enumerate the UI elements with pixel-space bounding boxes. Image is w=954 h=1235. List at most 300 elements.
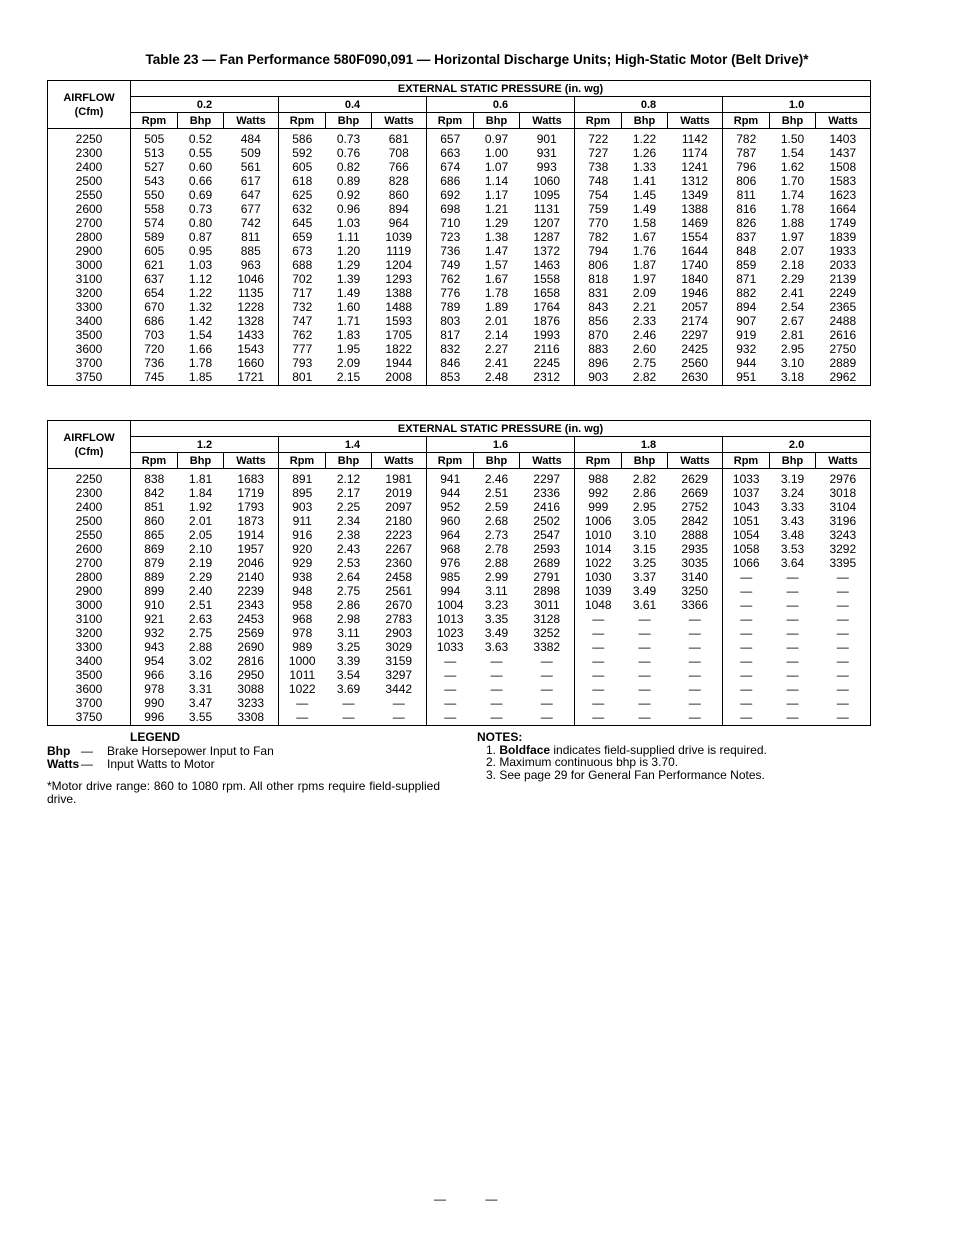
watts-cell: 2783 <box>385 612 413 626</box>
bhp-cell: 2.86 <box>632 486 657 500</box>
rpm-cell: 513 <box>131 146 178 160</box>
watts-cell: 1372 <box>533 244 561 258</box>
bhp-cell: 1.84 <box>188 486 213 500</box>
watts-cell: 2560 <box>681 356 709 370</box>
rpm-cell: 754 <box>575 188 622 202</box>
rpm-cell: — <box>427 668 474 682</box>
watts-cell: 2889 <box>829 356 857 370</box>
rpm-cell: 837 <box>723 230 770 244</box>
bhp-cell: 1.70 <box>780 174 805 188</box>
watts-cell: 2842 <box>681 514 709 528</box>
rpm-cell: 978 <box>131 682 178 696</box>
bhp-cell: 1.11 <box>337 230 360 244</box>
watts-cell: 1664 <box>829 202 857 216</box>
watts-cell: 3196 <box>829 514 857 528</box>
column-header-rpm: Rpm <box>427 113 474 129</box>
watts-cell: 1046 <box>237 272 265 286</box>
watts-cell: 681 <box>388 132 409 146</box>
watts-cell: 2898 <box>533 584 561 598</box>
rpm-cell: 948 <box>279 584 326 598</box>
bhp-cell: 2.95 <box>780 342 805 356</box>
rpm-cell: — <box>575 682 622 696</box>
watts-cell: 3128 <box>533 612 561 626</box>
bhp-cell: 2.53 <box>336 556 361 570</box>
rpm-cell: 703 <box>131 328 178 342</box>
watts-cell: 2561 <box>385 584 413 598</box>
rpm-cell: — <box>279 696 326 710</box>
watts-cell: 2174 <box>681 314 709 328</box>
bhp-cell: 1.67 <box>632 230 657 244</box>
rpm-cell: 793 <box>279 356 326 370</box>
airflow-cell: 3400 <box>75 314 103 328</box>
watts-cell: 931 <box>536 146 557 160</box>
rpm-cell: 843 <box>575 300 622 314</box>
column-header-bhp: Bhp <box>326 453 372 469</box>
fan-performance-table-high <box>47 420 871 726</box>
bhp-cell: — <box>342 710 355 724</box>
rpm-cell: 789 <box>427 300 474 314</box>
bhp-cell: 1.66 <box>188 342 213 356</box>
rpm-cell: 759 <box>575 202 622 216</box>
rpm-cell: — <box>427 654 474 668</box>
airflow-cell: 3200 <box>75 286 103 300</box>
legend <box>47 731 447 807</box>
rpm-cell: — <box>723 682 770 696</box>
watts-cell: 1764 <box>533 300 561 314</box>
column-header-bhp: Bhp <box>770 453 816 469</box>
bhp-cell: 2.12 <box>336 472 361 486</box>
bhp-cell: 1.78 <box>780 202 805 216</box>
watts-cell: 1312 <box>681 174 709 188</box>
watts-cell: 963 <box>240 258 261 272</box>
bhp-cell: 1.60 <box>336 300 361 314</box>
rpm-cell: 994 <box>427 584 474 598</box>
watts-cell: 2297 <box>681 328 709 342</box>
bhp-cell: — <box>786 682 799 696</box>
rpm-cell: 941 <box>427 469 474 487</box>
watts-cell: 1705 <box>385 328 413 342</box>
table-row <box>48 314 871 328</box>
bhp-cell: — <box>342 696 355 710</box>
table-row <box>48 682 871 696</box>
watts-cell: 1388 <box>681 202 709 216</box>
table-row <box>48 356 871 370</box>
watts-cell: — <box>688 696 701 710</box>
rpm-cell: — <box>427 682 474 696</box>
rpm-cell: 860 <box>131 514 178 528</box>
rpm-cell: 889 <box>131 570 178 584</box>
rpm-cell: 932 <box>131 626 178 640</box>
bhp-cell: 1.97 <box>632 272 657 286</box>
watts-cell: 2343 <box>237 598 265 612</box>
rpm-cell: 910 <box>131 598 178 612</box>
bhp-cell: 2.98 <box>336 612 361 626</box>
table-row <box>48 556 871 570</box>
watts-cell: 1039 <box>385 230 413 244</box>
rpm-cell: 663 <box>427 146 474 160</box>
pressure-header: 0.2 <box>131 97 279 113</box>
fan-performance-table-low <box>47 80 871 386</box>
bhp-cell: 1.76 <box>632 244 657 258</box>
bhp-cell: 1.38 <box>484 230 509 244</box>
watts-cell: — <box>540 668 553 682</box>
watts-cell: — <box>540 654 553 668</box>
pressure-header: 1.4 <box>279 437 427 453</box>
bhp-cell: 0.66 <box>188 174 213 188</box>
rpm-cell: 770 <box>575 216 622 230</box>
bhp-cell: 3.37 <box>632 570 657 584</box>
watts-cell: 1749 <box>829 216 857 230</box>
rpm-cell: 943 <box>131 640 178 654</box>
airflow-cell: 3000 <box>75 258 103 272</box>
bhp-cell: 1.62 <box>780 160 805 174</box>
watts-cell: 1957 <box>237 542 265 556</box>
rpm-cell: 919 <box>723 328 770 342</box>
rpm-cell: 670 <box>131 300 178 314</box>
motor-drive-footnote: *Motor drive range: 860 to 1080 rpm. All other rpms require field-supplied drive. <box>47 778 440 806</box>
bhp-cell: 1.03 <box>336 216 361 230</box>
watts-cell: 2365 <box>829 300 857 314</box>
bhp-cell: 3.10 <box>632 528 657 542</box>
watts-cell: 2046 <box>237 556 265 570</box>
rpm-cell: 659 <box>279 230 326 244</box>
watts-cell: 3011 <box>533 598 560 612</box>
rpm-cell: 1000 <box>279 654 326 668</box>
rpm-cell: — <box>575 696 622 710</box>
rpm-cell: 686 <box>427 174 474 188</box>
rpm-cell: 811 <box>723 188 770 202</box>
column-header-rpm: Rpm <box>427 453 474 469</box>
column-header-watts: Watts <box>668 453 723 469</box>
watts-cell: 1433 <box>237 328 265 342</box>
rpm-cell: 817 <box>427 328 474 342</box>
watts-cell: 3035 <box>681 556 709 570</box>
pressure-header: 1.8 <box>575 437 723 453</box>
table-row <box>48 696 871 710</box>
watts-cell: 766 <box>388 160 409 174</box>
bhp-cell: 2.43 <box>336 542 361 556</box>
airflow-cell: 2500 <box>75 174 103 188</box>
watts-cell: 2139 <box>829 272 857 286</box>
bhp-cell: 3.49 <box>632 584 657 598</box>
airflow-cell: 2250 <box>75 472 103 486</box>
bhp-cell: — <box>490 696 503 710</box>
rpm-cell: 543 <box>131 174 178 188</box>
airflow-cell: 3500 <box>75 668 103 682</box>
rpm-cell: 954 <box>131 654 178 668</box>
bhp-cell: 1.67 <box>484 272 509 286</box>
airflow-cell: 3700 <box>75 696 103 710</box>
rpm-cell: 1013 <box>427 612 474 626</box>
table-row <box>48 598 871 612</box>
column-header-rpm: Rpm <box>131 453 178 469</box>
table-row <box>48 244 871 258</box>
bhp-cell: 3.35 <box>484 612 509 626</box>
rpm-cell: — <box>575 654 622 668</box>
watts-cell: 742 <box>240 216 261 230</box>
watts-cell: 1554 <box>681 230 709 244</box>
column-header-bhp: Bhp <box>622 453 668 469</box>
legend-key: Bhp <box>47 743 71 758</box>
watts-cell: 2019 <box>385 486 413 500</box>
bhp-cell: 1.83 <box>336 328 361 342</box>
bhp-cell: 0.80 <box>188 216 213 230</box>
legend-key: Watts <box>47 757 80 771</box>
rpm-cell: 944 <box>723 356 770 370</box>
external-static-pressure-header: EXTERNAL STATIC PRESSURE (in. wg) <box>131 81 871 97</box>
bhp-cell: 1.49 <box>632 202 657 216</box>
rpm-cell: 654 <box>131 286 178 300</box>
rpm-cell: — <box>723 668 770 682</box>
bhp-cell: 2.41 <box>780 286 805 300</box>
airflow-cell: 2400 <box>75 160 103 174</box>
watts-cell: 993 <box>536 160 557 174</box>
watts-cell: 1719 <box>237 486 265 500</box>
rpm-cell: 870 <box>575 328 622 342</box>
bhp-cell: 2.82 <box>632 370 657 384</box>
watts-cell: 3297 <box>385 668 413 682</box>
bhp-cell: 1.50 <box>780 132 805 146</box>
watts-cell: — <box>836 612 849 626</box>
watts-cell: 1403 <box>829 132 857 146</box>
watts-cell: — <box>688 612 701 626</box>
watts-cell: 1623 <box>829 188 857 202</box>
legend-desc: Input Watts to Motor <box>107 757 215 771</box>
watts-cell: — <box>392 710 405 724</box>
pressure-header: 0.4 <box>279 97 427 113</box>
rpm-cell: 903 <box>279 500 326 514</box>
table-row <box>48 528 871 542</box>
bhp-cell: 2.29 <box>188 570 213 584</box>
rpm-cell: 1022 <box>279 682 326 696</box>
bhp-cell: — <box>638 640 651 654</box>
bhp-cell: 1.89 <box>484 300 509 314</box>
bhp-cell: 3.63 <box>484 640 509 654</box>
watts-cell: 2962 <box>829 370 857 384</box>
rpm-cell: 762 <box>279 328 326 342</box>
watts-cell: 964 <box>388 216 409 230</box>
bhp-cell: 3.23 <box>484 598 509 612</box>
pressure-header: 0.8 <box>575 97 723 113</box>
watts-cell: 2669 <box>681 486 709 500</box>
rpm-cell: 921 <box>131 612 178 626</box>
watts-cell: 2267 <box>385 542 413 556</box>
watts-cell: — <box>392 696 405 710</box>
airflow-cell: 2800 <box>75 570 103 584</box>
rpm-cell: 1039 <box>575 584 622 598</box>
watts-cell: 2950 <box>237 668 265 682</box>
column-header-rpm: Rpm <box>575 113 622 129</box>
airflow-cell: 2300 <box>75 486 103 500</box>
rpm-cell: 698 <box>427 202 474 216</box>
rpm-cell: 851 <box>131 500 178 514</box>
bhp-cell: 3.24 <box>780 486 805 500</box>
column-header-watts: Watts <box>372 453 427 469</box>
rpm-cell: — <box>427 710 474 726</box>
bhp-cell: 1.54 <box>188 328 213 342</box>
bhp-cell: 2.48 <box>484 370 509 384</box>
watts-cell: 617 <box>240 174 261 188</box>
bhp-cell: 1.29 <box>336 258 361 272</box>
note-text: See page 29 for General Fan Performance Notes. <box>499 767 765 782</box>
rpm-cell: 999 <box>575 500 622 514</box>
bhp-cell: 3.05 <box>632 514 657 528</box>
rpm-cell: 803 <box>427 314 474 328</box>
bhp-cell: 3.43 <box>780 514 805 528</box>
rpm-cell: 806 <box>575 258 622 272</box>
rpm-cell: 896 <box>575 356 622 370</box>
rpm-cell: — <box>427 696 474 710</box>
watts-cell: 3243 <box>829 528 857 542</box>
rpm-cell: — <box>723 654 770 668</box>
bhp-cell: 2.54 <box>780 300 805 314</box>
rpm-cell: 776 <box>427 286 474 300</box>
bhp-cell: 2.88 <box>484 556 509 570</box>
table-row <box>48 202 871 216</box>
rpm-cell: 749 <box>427 258 474 272</box>
watts-cell: 2616 <box>829 328 857 342</box>
bhp-cell: 2.82 <box>632 472 657 486</box>
table-row <box>48 188 871 202</box>
bhp-cell: 0.97 <box>484 132 509 146</box>
rpm-cell: 747 <box>279 314 326 328</box>
watts-cell: 2360 <box>385 556 413 570</box>
bhp-cell: 2.46 <box>484 472 509 486</box>
watts-cell: 2312 <box>533 370 561 384</box>
pressure-header: 1.6 <box>427 437 575 453</box>
rpm-cell: 801 <box>279 370 326 386</box>
bhp-cell: 2.40 <box>188 584 213 598</box>
airflow-cell: 3500 <box>75 328 103 342</box>
bhp-cell: 1.29 <box>484 216 509 230</box>
legend-item-watts <box>47 758 447 772</box>
bhp-cell: 0.89 <box>336 174 361 188</box>
watts-cell: 3159 <box>385 654 413 668</box>
watts-cell: 2888 <box>681 528 709 542</box>
bhp-cell: — <box>786 570 799 584</box>
bhp-cell: — <box>638 682 651 696</box>
table-row <box>48 129 871 147</box>
rpm-cell: 1004 <box>427 598 474 612</box>
column-header-watts: Watts <box>520 113 575 129</box>
bhp-cell: — <box>786 668 799 682</box>
rpm-cell: 816 <box>723 202 770 216</box>
watts-cell: 828 <box>388 174 409 188</box>
column-header-bhp: Bhp <box>770 113 816 129</box>
rpm-cell: — <box>575 640 622 654</box>
rpm-cell: 1037 <box>723 486 770 500</box>
bhp-cell: 2.05 <box>188 528 213 542</box>
bhp-cell: 2.51 <box>484 486 509 500</box>
bhp-cell: 1.95 <box>336 342 361 356</box>
rpm-cell: 673 <box>279 244 326 258</box>
bhp-cell: — <box>490 682 503 696</box>
airflow-cell: 3600 <box>75 682 103 696</box>
watts-cell: 3395 <box>829 556 857 570</box>
watts-cell: 2752 <box>681 500 709 514</box>
column-header-watts: Watts <box>668 113 723 129</box>
rpm-cell: 853 <box>427 370 474 386</box>
airflow-cell: 3000 <box>75 598 103 612</box>
column-header-bhp: Bhp <box>622 113 668 129</box>
rpm-cell: 879 <box>131 556 178 570</box>
column-header-rpm: Rpm <box>723 453 770 469</box>
watts-cell: 1558 <box>533 272 561 286</box>
rpm-cell: 586 <box>279 129 326 147</box>
table-row <box>48 328 871 342</box>
rpm-cell: 710 <box>427 216 474 230</box>
bhp-cell: 2.09 <box>632 286 657 300</box>
bhp-cell: 2.15 <box>336 370 361 384</box>
rpm-cell: 688 <box>279 258 326 272</box>
airflow-cell: 2550 <box>75 188 103 202</box>
column-header-rpm: Rpm <box>575 453 622 469</box>
rpm-cell: 894 <box>723 300 770 314</box>
rpm-cell: — <box>723 598 770 612</box>
table-row <box>48 654 871 668</box>
watts-cell: 2547 <box>533 528 561 542</box>
rpm-cell: 762 <box>427 272 474 286</box>
table-row <box>48 286 871 300</box>
table-row <box>48 230 871 244</box>
column-header-watts: Watts <box>520 453 575 469</box>
airflow-cell: 3700 <box>75 356 103 370</box>
bhp-cell: 2.75 <box>336 584 361 598</box>
watts-cell: 1683 <box>237 472 265 486</box>
watts-cell: 1593 <box>385 314 413 328</box>
bhp-cell: 2.21 <box>632 300 657 314</box>
watts-cell: 1583 <box>829 174 857 188</box>
rpm-cell: 657 <box>427 129 474 147</box>
airflow-cell: 2700 <box>75 556 103 570</box>
watts-cell: — <box>836 654 849 668</box>
watts-cell: 2593 <box>533 542 561 556</box>
watts-cell: 561 <box>240 160 261 174</box>
bhp-cell: 1.87 <box>632 258 657 272</box>
watts-cell: — <box>540 682 553 696</box>
rpm-cell: 605 <box>131 244 178 258</box>
bhp-cell: 1.54 <box>780 146 805 160</box>
rpm-cell: 865 <box>131 528 178 542</box>
rpm-cell: — <box>723 640 770 654</box>
watts-cell: — <box>688 682 701 696</box>
table-row <box>48 500 871 514</box>
bhp-cell: 2.99 <box>484 570 509 584</box>
table-title: Table 23 — Fan Performance 580F090,091 — Horizontal Discharge Units; High-Static Motor (Belt Drive)* <box>145 52 809 67</box>
rpm-cell: 1011 <box>279 668 326 682</box>
rpm-cell: 838 <box>131 469 178 487</box>
watts-cell: 1207 <box>533 216 561 230</box>
pressure-header: 1.0 <box>723 97 871 113</box>
rpm-cell: 632 <box>279 202 326 216</box>
rpm-cell: 859 <box>723 258 770 272</box>
bhp-cell: 1.49 <box>336 286 361 300</box>
watts-cell: 1946 <box>681 286 709 300</box>
bhp-cell: — <box>638 710 651 724</box>
rpm-cell: 736 <box>427 244 474 258</box>
watts-cell: — <box>836 682 849 696</box>
rpm-cell: 929 <box>279 556 326 570</box>
column-header-watts: Watts <box>224 453 279 469</box>
bhp-cell: 3.11 <box>485 584 508 598</box>
column-header-bhp: Bhp <box>474 113 520 129</box>
bhp-cell: 0.92 <box>336 188 361 202</box>
bhp-cell: 3.16 <box>188 668 213 682</box>
rpm-cell: 592 <box>279 146 326 160</box>
table-row <box>48 584 871 598</box>
airflow-header-unit: (Cfm) <box>74 445 104 458</box>
rpm-cell: 787 <box>723 146 770 160</box>
